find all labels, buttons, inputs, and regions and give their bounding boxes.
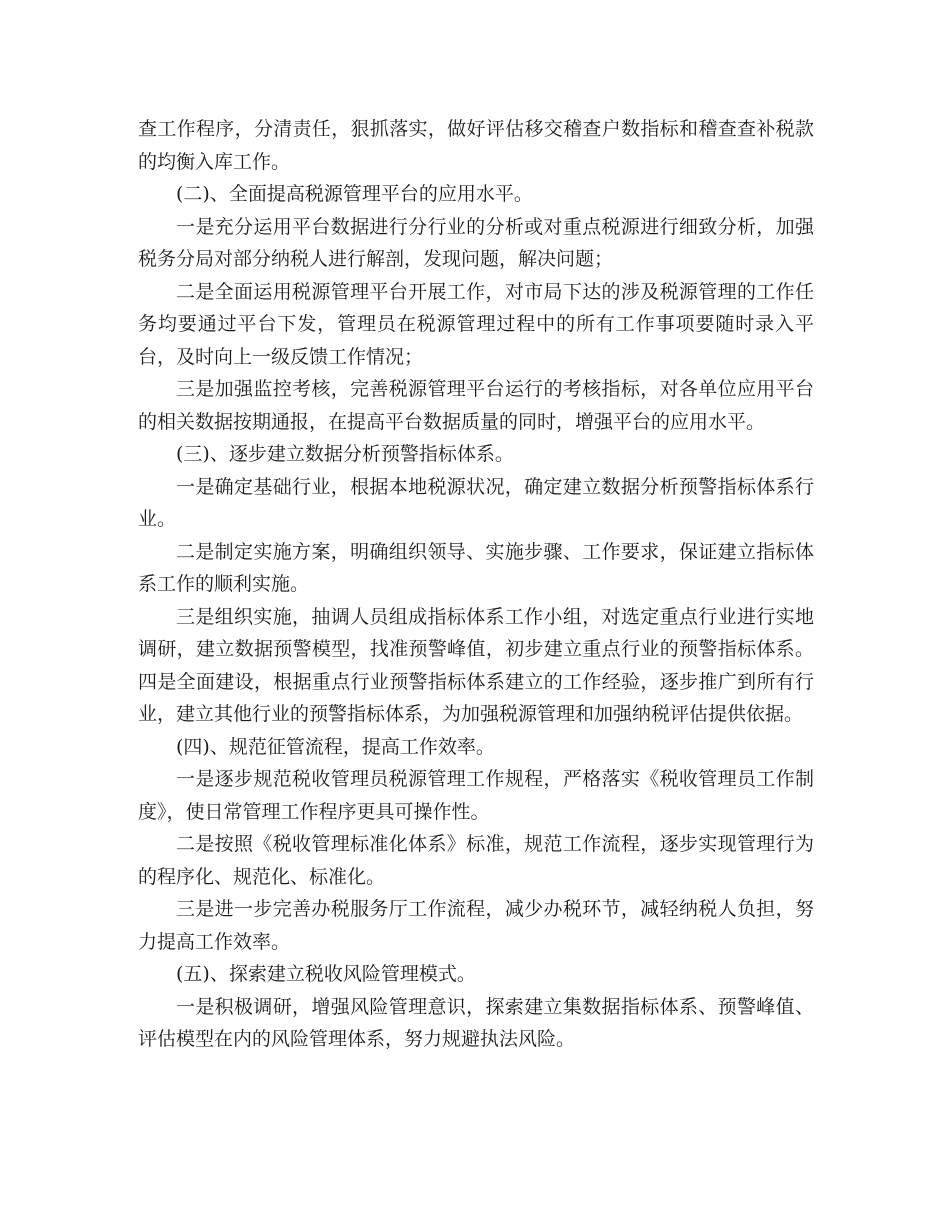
section-heading-2: (二)、全面提高税源管理平台的应用水平。 [176,183,533,205]
paragraph: 一是确定基础行业，根据本地税源状况，确定建立数据分析预警指标体系行业。 [138,475,814,530]
paragraph: 一是充分运用平台数据进行分行业的分析或对重点税源进行细致分析，加强税务分局对部分纳税人进行解剖，发现问题，解决问题； [138,215,814,270]
paragraph: 二是全面运用税源管理平台开展工作，对市局下达的涉及税源管理的工作任务均要通过平台下发，管理员在税源管理过程中的所有工作事项要随时录入平台，及时向上一级反馈工作情况； [138,280,814,368]
document-body [138,113,814,1056]
section-heading-4: (四)、规范征管流程，提高工作效率。 [176,735,495,758]
paragraph: 二是按照《税收管理标准化体系》标准，规范工作流程，逐步实现管理行为的程序化、规范化、标准化。 [138,833,814,888]
paragraph: 二是制定实施方案，明确组织领导、实施步骤、工作要求，保证建立指标体系工作的顺利实施。 [138,540,814,595]
paragraph-continuation: 查工作程序，分清责任，狠抓落实，做好评估移交稽查户数指标和稽查查补税款的均衡入库工作。 [138,118,814,173]
paragraph: 一是积极调研，增强风险管理意识，探索建立集数据指标体系、预警峰值、评估模型在内的风险管理体系，努力规避执法风险。 [138,995,814,1050]
paragraph: 三是加强监控考核，完善税源管理平台运行的考核指标，对各单位应用平台的相关数据按期通报，在提高平台数据质量的同时，增强平台的应用水平。 [138,378,814,433]
section-heading-3: (三)、逐步建立数据分析预警指标体系。 [176,443,514,465]
section-heading-5: (五)、探索建立税收风险管理模式。 [176,963,476,985]
paragraph: 一是逐步规范税收管理员税源管理工作规程，严格落实《税收管理员工作制度》，使日常管理工作程序更具可操作性。 [138,768,814,823]
paragraph: 三是进一步完善办税服务厅工作流程，减少办税环节，减轻纳税人负担，努力提高工作效率。 [138,898,814,953]
paragraph: 三是组织实施，抽调人员组成指标体系工作小组，对选定重点行业进行实地调研，建立数据预警模型，找准预警峰值，初步建立重点行业的预警指标体系。四是全面建设，根据重点行业预警指标体系建立的工作经验，逐步推广到所有行业，建立其他行业的预警指标体系，为加强税源管理和加强纳税评估提供依据。 [138,605,814,725]
